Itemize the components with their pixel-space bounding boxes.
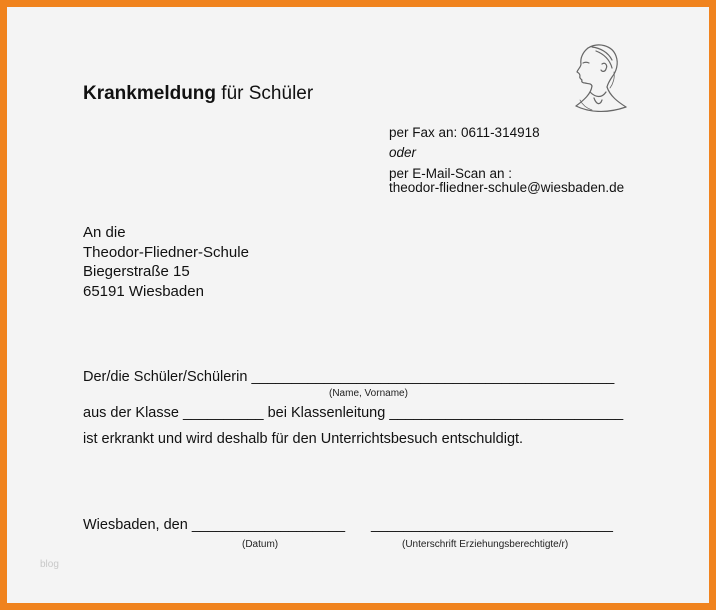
address-line-4: 65191 Wiesbaden [83, 283, 204, 300]
title-bold: Krankmeldung [83, 83, 217, 104]
address-line-1: An die [83, 224, 126, 241]
signature-hint: (Unterschrift Erziehungsberechtigte/r) [402, 539, 569, 550]
signature-line: ______________________________ [371, 517, 613, 533]
contact-email: theodor-fliedner-schule@wiesbaden.de [389, 180, 625, 195]
watermark: blog [40, 559, 59, 570]
address-line-2: Theodor-Fliedner-Schule [83, 244, 249, 261]
address-line-3: Biegerstraße 15 [83, 263, 190, 280]
date-hint: (Datum) [242, 539, 279, 550]
contact-fax: per Fax an: 0611-314918 [389, 125, 540, 140]
document-title [83, 83, 313, 105]
contact-email-intro: per E-Mail-Scan an : [389, 166, 513, 181]
student-name-line: Der/die Schüler/Schülerin _____________________________________________ [83, 369, 615, 385]
sickness-statement: ist erkrankt und wird deshalb für den Unterrichtsbesuch entschuldigt. [83, 431, 524, 447]
contact-or: oder [389, 145, 417, 160]
title-rest: für Schüler [216, 83, 314, 104]
founder-portrait-icon [566, 42, 632, 118]
place-date-line: Wiesbaden, den ___________________ [83, 517, 346, 533]
student-name-hint: (Name, Vorname) [329, 388, 408, 399]
class-line: aus der Klasse __________ bei Klassenleitung _____________________________ [83, 405, 624, 421]
